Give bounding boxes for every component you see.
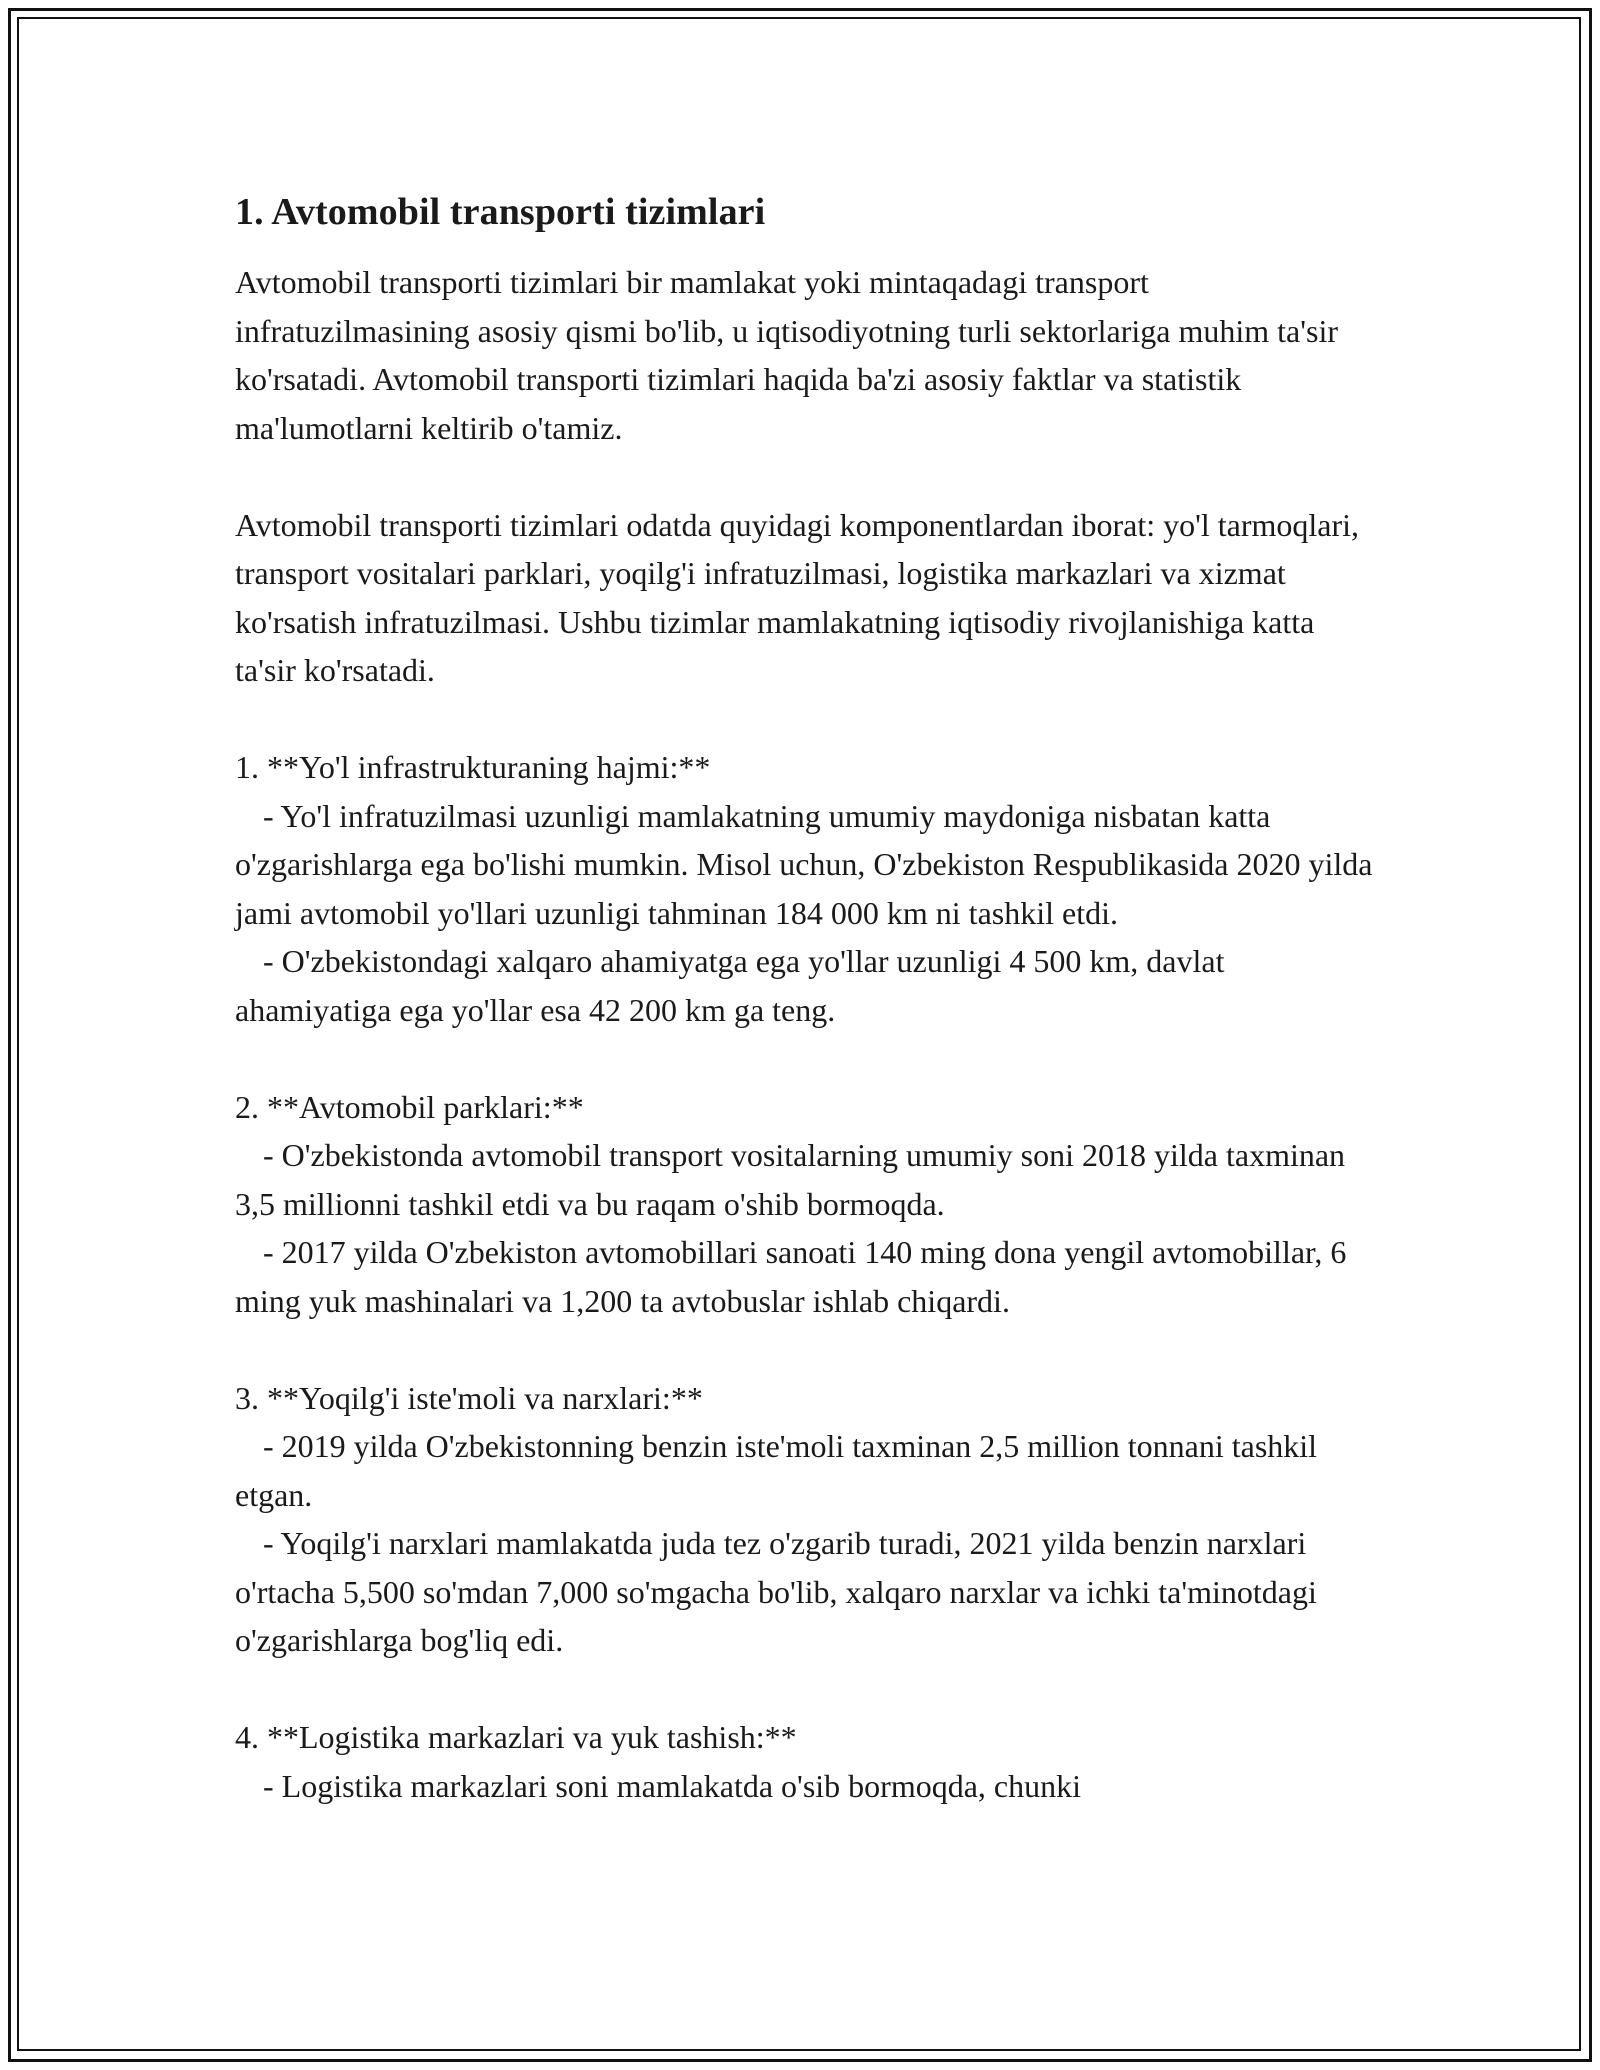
spacer bbox=[235, 1325, 1375, 1374]
section-bullet bbox=[235, 1228, 1375, 1325]
spacer bbox=[235, 1665, 1375, 1714]
section-car-fleets bbox=[235, 1083, 1375, 1326]
section-bullet bbox=[235, 1519, 1375, 1665]
bullet-text: - 2017 yilda O'zbekiston avtomobillari sanoati 140 ming dona yengil avtomobillar, 6 ming yuk mashinalari va 1,200 ta avtobuslar ishlab chiqardi. bbox=[235, 1234, 1347, 1319]
components-paragraph: Avtomobil transporti tizimlari odatda quyidagi komponentlardan iborat: yo'l tarmoqlari, transport vositalari parklari, yoqilg'i infratuzilmasi, logistika markazlari va xizmat ko'rsatish infratuzilmasi. Ushbu tizimlar mamlakatning iqtisodiy rivojlanishiga katta ta'sir ko'rsatadi. bbox=[235, 506, 1360, 688]
bullet-text: - Logistika markazlari soni mamlakatda o'sib bormoqda, chunki bbox=[263, 1767, 1081, 1804]
bullet-text: - O'zbekistonda avtomobil transport vositalarning umumiy soni 2018 yilda taxminan 3,5 millionni tashkil etdi va bu raqam o'shib bormoqda. bbox=[235, 1137, 1346, 1222]
bullet-text: - Yoqilg'i narxlari mamlakatda juda tez o'zgarib turadi, 2021 yilda benzin narxlari o'rtacha 5,500 so'mdan 7,000 so'mgacha bo'lib, xalqaro narxlar va ichki ta'minotdagi o'zgarishlarga bog'liq edi. bbox=[235, 1525, 1317, 1658]
intro-paragraph: Avtomobil transporti tizimlari bir mamlakat yoki mintaqadagi transport infratuzilmasining asosiy qismi bo'lib, u iqtisodiyotning turli sektorlariga muhim ta'sir ko'rsatadi. Avtomobil transporti tizimlari haqida ba'zi asosiy faktlar va statistik ma'lumotlarni keltirib o'tamiz. bbox=[235, 264, 1338, 446]
spacer bbox=[235, 1034, 1375, 1083]
spacer bbox=[235, 452, 1375, 501]
section-title: 3. **Yoqilg'i iste'moli va narxlari:** bbox=[235, 1379, 703, 1416]
section-bullet bbox=[235, 937, 1375, 1034]
section-logistics bbox=[235, 1713, 1375, 1810]
section-road-infrastructure bbox=[235, 743, 1375, 1034]
section-bullet bbox=[235, 1422, 1375, 1519]
section-bullet bbox=[235, 1131, 1375, 1228]
section-bullet bbox=[235, 792, 1375, 938]
section-title: 4. **Logistika markazlari va yuk tashish:** bbox=[235, 1719, 797, 1755]
bullet-text: - O'zbekistondagi xalqaro ahamiyatga ega yo'llar uzunligi 4 500 km, davlat ahamiyatiga ega yo'llar esa 42 200 km ga teng. bbox=[235, 943, 1225, 1028]
section-bullet bbox=[235, 1762, 1375, 1811]
document-body bbox=[235, 188, 1375, 1810]
section-fuel bbox=[235, 1374, 1375, 1665]
section-title: 1. **Yo'l infrastrukturaning hajmi:** bbox=[235, 749, 711, 785]
spacer bbox=[235, 695, 1375, 744]
section-title: 2. **Avtomobil parklari:** bbox=[235, 1088, 584, 1125]
document-heading: 1. Avtomobil transporti tizimlari bbox=[235, 191, 766, 233]
bullet-text: - Yo'l infratuzilmasi uzunligi mamlakatning umumiy maydoniga nisbatan katta o'zgarishlarga ega bo'lishi mumkin. Misol uchun, O'zbekiston Respublikasida 2020 yilda jami avtomobil yo'llari uzunligi tahminan 184 000 km ni tashkil etdi. bbox=[235, 797, 1373, 931]
bullet-text: - 2019 yilda O'zbekistonning benzin iste'moli taxminan 2,5 million tonnani tashkil etgan. bbox=[235, 1428, 1318, 1513]
